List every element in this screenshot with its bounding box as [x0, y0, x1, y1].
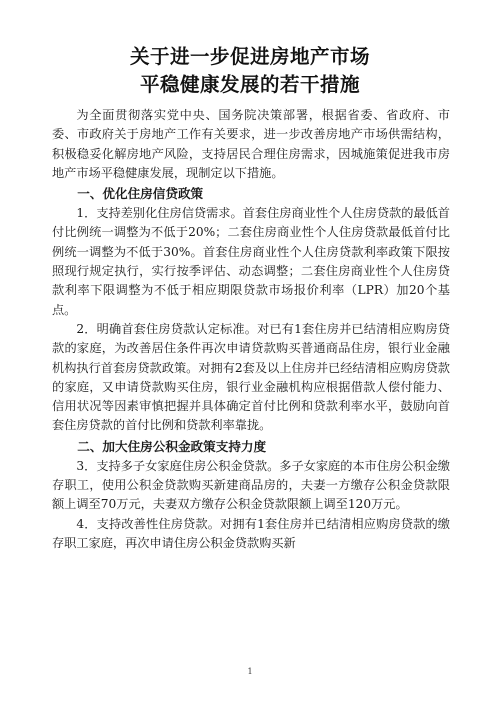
intro-paragraph: 为全面贯彻落实党中央、国务院决策部署，根据省委、省政府、市委、市政府关于房地产工作有关要求，进一步改善房地产市场供需结构，积极稳妥化解房地产风险，支持居民合理住房需求，因城施策促进我市房地产市场平稳健康发展，现制定以下措施。	[52, 108, 450, 180]
section-2-heading: 二、加大住房公积金政策支持力度	[77, 438, 267, 454]
document-title-line-1: 关于进一步促进房地产市场	[129, 45, 370, 68]
item-1-paragraph: 1．支持差别化住房信贷需求。首套住房商业性个人住房贷款的最低首付比例统一调整为不低于20%；二套住房商业性个人住房贷款最低首付比例统一调整为不低于30%。首套住房商业性个人住房贷款利率政策下限按照现行规定执行，实行按季评估、动态调整；二套住房商业性个人住房贷款利率下限调整为不低于相应期限贷款市场报价利率（LPR）加20个基点。	[52, 206, 450, 317]
item-2-paragraph: 2．明确首套住房贷款认定标准。对已有1套住房并已结清相应购房贷款的家庭，为改善居住条件再次申请贷款购买普通商品住房，银行业金融机构执行首套房贷款政策。对拥有2套及以上住房并已经结清相应购房贷款的家庭，又申请贷款购买住房，银行业金融机构应根据借款人偿付能力、信用状况等因素审慎把握并具体确定首付比例和贷款利率水平，鼓励向首套住房贷款的首付比例和贷款利率靠拢。	[52, 321, 450, 433]
item-3-paragraph: 3．支持多子女家庭住房公积金贷款。多子女家庭的本市住房公积金缴存职工，使用公积金贷款购买新建商品房的，夫妻一方缴存公积金贷款限额上调至70万元，夫妻双方缴存公积金贷款限额上调至120万元。	[52, 458, 450, 512]
section-1-heading: 一、优化住房信贷政策	[77, 186, 204, 202]
item-4-paragraph: 4．支持改善性住房贷款。对拥有1套住房并已结清相应购房贷款的缴存职工家庭，再次申请住房公积金贷款购买新	[52, 516, 450, 550]
document-body	[52, 106, 450, 553]
page-number: 1	[247, 667, 253, 676]
document-title-line-2: 平稳健康发展的若干措施	[139, 73, 360, 96]
